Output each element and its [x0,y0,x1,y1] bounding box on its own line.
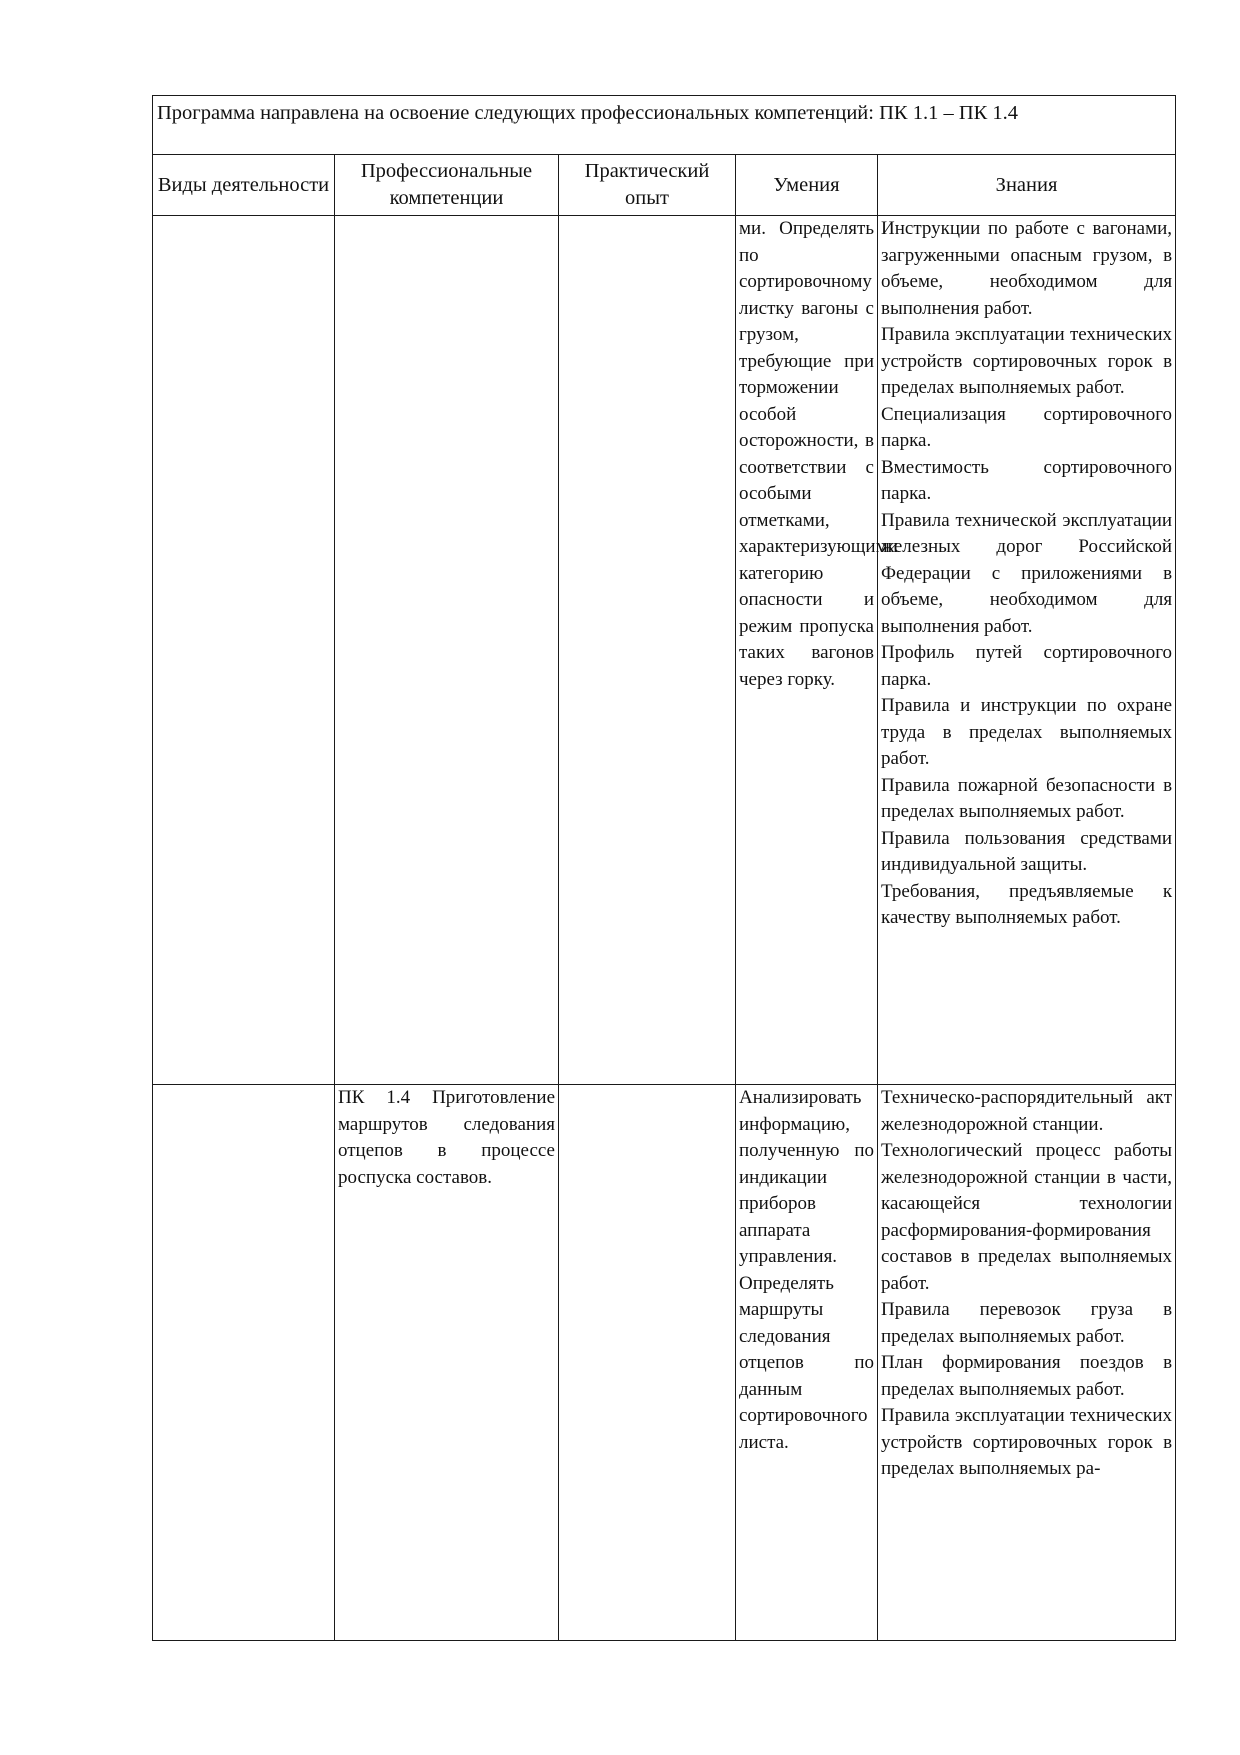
knowledge-cell [878,216,1176,1085]
knowledge-item: Техническо-распорядительный акт железнодорожной станции. [881,1087,1173,1135]
knowledge-cell [878,1085,1176,1641]
knowledge-item: Правила технической эксплуатации железных дорог Российской Федерации с приложениями в объеме, необходимом для выполнения работ. [881,509,1173,637]
knowledge-item: Правила перевозок груза в пределах выполняемых работ. [881,1299,1173,1347]
header-activity: Виды деятельности [153,155,335,216]
intro-row [153,96,1176,155]
intro-text: Программа направлена на освоение следующих профессиональных компетенций: ПК 1.1 – ПК 1.4 [153,96,1176,155]
knowledge-item: Специализация сортировочного парка. [881,403,1173,451]
knowledge-item: Правила пользования средствами индивидуальной защиты. [881,827,1173,875]
practical-experience-cell [559,216,736,1085]
header-competencies: Профессиональные компетенции [335,155,559,216]
knowledge-item: Правила эксплуатации технических устройств сортировочных горок в пределах выполняемых ра- [881,1405,1173,1479]
header-row [153,155,1176,216]
header-skills: Умения [736,155,878,216]
knowledge-item: Требования, предъявляемые к качеству выполняемых работ. [881,880,1173,928]
knowledge-item: Инструкции по работе с вагонами, загруженными опасным грузом, в объеме, необходимом для выполнения работ. [881,218,1173,319]
competency-cell [335,1085,559,1641]
document-page [152,95,1175,1641]
skills-text: Анализировать информацию, полученную по индикации приборов аппарата управления. Определять маршруты следования отцепов по данным сортировочного листа. [739,1087,874,1453]
competency-table [152,95,1176,1641]
header-knowledge: Знания [878,155,1176,216]
table-row [153,216,1176,1085]
knowledge-item: Правила эксплуатации технических устройств сортировочных горок в пределах выполняемых работ. [881,324,1173,398]
practical-experience-cell [559,1085,736,1641]
competency-text: ПК 1.4 Приготовление маршрутов следования отцепов в процессе роспуска составов. [338,1087,555,1188]
skills-cell [736,216,898,1085]
knowledge-item: Технологический процесс работы железнодорожной станции в части, касающейся технологии расформирования-формирования составов в пределах выполняемых работ. [881,1140,1173,1294]
header-practical-experience: Практический опыт [559,155,736,216]
knowledge-item: Профиль путей сортировочного парка. [881,642,1173,690]
knowledge-item: План формирования поездов в пределах выполняемых работ. [881,1352,1173,1400]
knowledge-item: Правила пожарной безопасности в пределах выполняемых работ. [881,774,1173,822]
competency-cell [335,216,559,1085]
knowledge-item: Вместимость сортировочного парка. [881,456,1173,504]
activity-cell [153,216,335,1085]
table-row [153,1085,1176,1641]
activity-cell [153,1085,335,1641]
knowledge-item: Правила и инструкции по охране труда в пределах выполняемых работ. [881,695,1173,769]
skills-text: ми. Определять по сортировочному листку вагоны с грузом, требующие при торможении особой осторожности, в соответствии с особыми отметками, характеризующими категорию опасности и режим пропуска таких вагонов через горку. [739,218,898,690]
skills-cell [736,1085,878,1641]
